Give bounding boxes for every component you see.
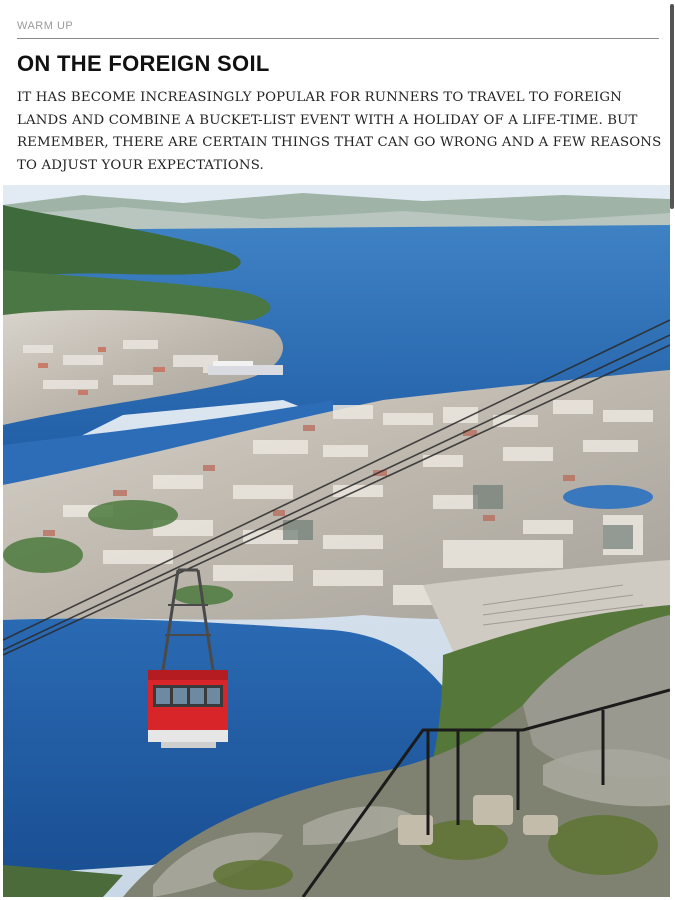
photo-bergen-cable-car [3,185,670,897]
scrollbar-thumb[interactable] [670,4,674,209]
article-title: ON THE FOREIGN SOIL [17,51,270,76]
article-photo [3,185,670,897]
header-divider [17,38,659,39]
section-label: WARM UP [17,20,74,32]
article-intro: IT HAS BECOME INCREASINGLY POPULAR FOR RUNNERS TO TRAVEL TO FOREIGN LANDS AND COMBINE A BUCKET-LIST EVENT WITH A HOLIDAY OF A LIFE-TIME. BUT REMEMBER, THERE ARE CERTAIN THINGS THAT CAN GO WRONG AND A FEW REASONS TO ADJUST YOUR EXPECTATIONS. [17,90,662,173]
